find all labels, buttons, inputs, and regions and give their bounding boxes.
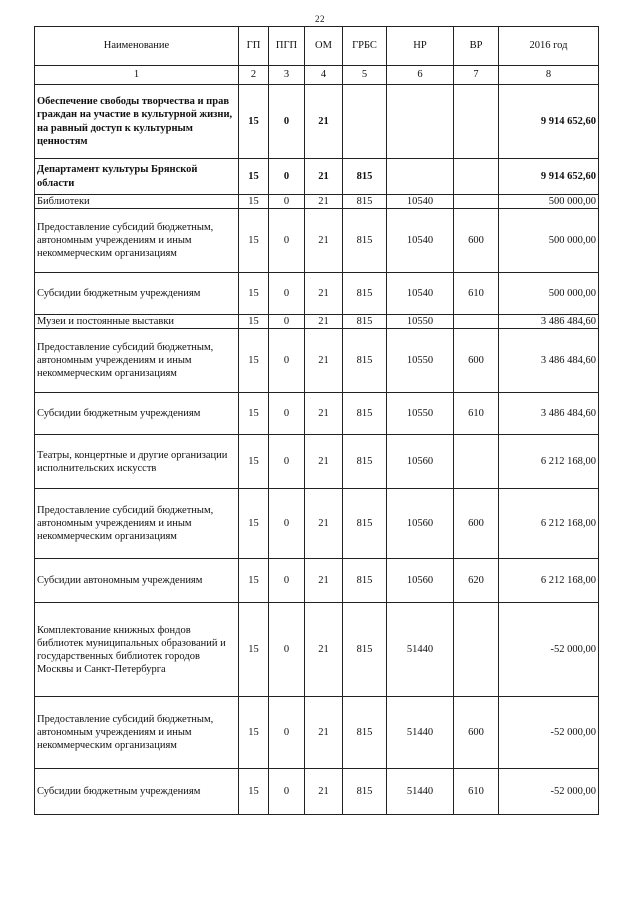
header-gp: ГП	[239, 27, 269, 66]
table-row	[35, 489, 599, 559]
cell-pgp: 0	[269, 209, 305, 273]
table-row	[35, 603, 599, 697]
column-number: 3	[269, 66, 305, 85]
cell-name: Предоставление субсидий бюджетным, автономным учреждениям и иным некоммерческим организациям	[35, 209, 239, 273]
cell-vr	[454, 195, 499, 209]
cell-name: Субсидии бюджетным учреждениям	[35, 769, 239, 815]
cell-name: Предоставление субсидий бюджетным, автономным учреждениям и иным некоммерческим организациям	[35, 697, 239, 769]
cell-vr: 620	[454, 559, 499, 603]
table-row	[35, 559, 599, 603]
cell-pgp: 0	[269, 603, 305, 697]
table-row	[35, 273, 599, 315]
table-row	[35, 697, 599, 769]
cell-pgp: 0	[269, 273, 305, 315]
table-row	[35, 195, 599, 209]
column-number: 8	[499, 66, 599, 85]
cell-vr: 600	[454, 329, 499, 393]
header-om: ОМ	[305, 27, 343, 66]
cell-nr: 51440	[387, 603, 454, 697]
cell-gp: 15	[239, 393, 269, 435]
cell-gp: 15	[239, 769, 269, 815]
cell-gp: 15	[239, 273, 269, 315]
cell-vr: 610	[454, 769, 499, 815]
cell-om: 21	[305, 273, 343, 315]
table-row	[35, 209, 599, 273]
cell-name: Субсидии автономным учреждениям	[35, 559, 239, 603]
cell-gp: 15	[239, 209, 269, 273]
cell-nr: 10540	[387, 273, 454, 315]
cell-gp: 15	[239, 159, 269, 195]
cell-grbs: 815	[343, 393, 387, 435]
cell-vr	[454, 315, 499, 329]
cell-amount: 9 914 652,60	[499, 159, 599, 195]
cell-grbs: 815	[343, 559, 387, 603]
table-row	[35, 85, 599, 159]
cell-amount: 3 486 484,60	[499, 393, 599, 435]
header-pgp: ПГП	[269, 27, 305, 66]
cell-pgp: 0	[269, 329, 305, 393]
cell-amount: 500 000,00	[499, 195, 599, 209]
cell-amount: -52 000,00	[499, 603, 599, 697]
column-number: 6	[387, 66, 454, 85]
cell-amount: 6 212 168,00	[499, 559, 599, 603]
column-number: 1	[35, 66, 239, 85]
cell-vr	[454, 603, 499, 697]
column-number-row	[35, 66, 599, 85]
cell-gp: 15	[239, 315, 269, 329]
cell-pgp: 0	[269, 435, 305, 489]
cell-om: 21	[305, 393, 343, 435]
header-nr: НР	[387, 27, 454, 66]
cell-om: 21	[305, 195, 343, 209]
cell-nr: 10550	[387, 393, 454, 435]
cell-vr: 600	[454, 697, 499, 769]
cell-grbs: 815	[343, 697, 387, 769]
cell-gp: 15	[239, 195, 269, 209]
budget-table	[34, 26, 599, 815]
header-name: Наименование	[35, 27, 239, 66]
cell-grbs: 815	[343, 329, 387, 393]
cell-name: Предоставление субсидий бюджетным, автономным учреждениям и иным некоммерческим организациям	[35, 329, 239, 393]
cell-grbs: 815	[343, 159, 387, 195]
cell-nr: 51440	[387, 697, 454, 769]
cell-grbs: 815	[343, 769, 387, 815]
cell-vr	[454, 159, 499, 195]
cell-gp: 15	[239, 489, 269, 559]
cell-nr: 10550	[387, 329, 454, 393]
cell-gp: 15	[239, 329, 269, 393]
cell-grbs: 815	[343, 435, 387, 489]
cell-pgp: 0	[269, 159, 305, 195]
page-number: 22	[315, 14, 325, 24]
cell-name: Департамент культуры Брянской области	[35, 159, 239, 195]
cell-gp: 15	[239, 85, 269, 159]
cell-pgp: 0	[269, 315, 305, 329]
cell-name: Комплектование книжных фондов библиотек муниципальных образований и государственных библиотек городов Москвы и Санкт-Петербурга	[35, 603, 239, 697]
header-row	[35, 27, 599, 66]
cell-vr: 610	[454, 273, 499, 315]
cell-amount: 3 486 484,60	[499, 315, 599, 329]
cell-grbs: 815	[343, 209, 387, 273]
cell-amount: -52 000,00	[499, 769, 599, 815]
cell-om: 21	[305, 435, 343, 489]
cell-pgp: 0	[269, 195, 305, 209]
cell-grbs: 815	[343, 489, 387, 559]
cell-om: 21	[305, 697, 343, 769]
cell-gp: 15	[239, 435, 269, 489]
cell-gp: 15	[239, 697, 269, 769]
column-number: 7	[454, 66, 499, 85]
cell-om: 21	[305, 315, 343, 329]
column-number: 5	[343, 66, 387, 85]
cell-amount: 500 000,00	[499, 209, 599, 273]
table-row	[35, 435, 599, 489]
table-row	[35, 329, 599, 393]
cell-om: 21	[305, 329, 343, 393]
cell-pgp: 0	[269, 697, 305, 769]
cell-name: Субсидии бюджетным учреждениям	[35, 273, 239, 315]
cell-nr	[387, 85, 454, 159]
cell-amount: 6 212 168,00	[499, 489, 599, 559]
cell-pgp: 0	[269, 393, 305, 435]
cell-nr: 10550	[387, 315, 454, 329]
cell-nr: 51440	[387, 769, 454, 815]
header-grbs: ГРБС	[343, 27, 387, 66]
cell-nr: 10560	[387, 559, 454, 603]
cell-vr	[454, 435, 499, 489]
column-number: 4	[305, 66, 343, 85]
cell-amount: 3 486 484,60	[499, 329, 599, 393]
cell-grbs: 815	[343, 603, 387, 697]
table-row	[35, 159, 599, 195]
cell-pgp: 0	[269, 559, 305, 603]
cell-grbs: 815	[343, 273, 387, 315]
cell-name: Предоставление субсидий бюджетным, автономным учреждениям и иным некоммерческим организациям	[35, 489, 239, 559]
cell-gp: 15	[239, 559, 269, 603]
cell-grbs: 815	[343, 315, 387, 329]
cell-vr: 600	[454, 209, 499, 273]
table-row	[35, 315, 599, 329]
table-row	[35, 769, 599, 815]
cell-nr: 10560	[387, 489, 454, 559]
cell-om: 21	[305, 769, 343, 815]
table-row	[35, 393, 599, 435]
cell-pgp: 0	[269, 489, 305, 559]
cell-grbs: 815	[343, 195, 387, 209]
cell-vr	[454, 85, 499, 159]
cell-om: 21	[305, 85, 343, 159]
cell-name: Библиотеки	[35, 195, 239, 209]
table-body	[35, 85, 599, 815]
cell-name: Театры, концертные и другие организации исполнительских искусств	[35, 435, 239, 489]
cell-amount: -52 000,00	[499, 697, 599, 769]
column-number: 2	[239, 66, 269, 85]
cell-grbs	[343, 85, 387, 159]
header-vr: ВР	[454, 27, 499, 66]
cell-amount: 6 212 168,00	[499, 435, 599, 489]
header-year: 2016 год	[499, 27, 599, 66]
cell-vr: 610	[454, 393, 499, 435]
cell-om: 21	[305, 559, 343, 603]
cell-nr: 10560	[387, 435, 454, 489]
cell-pgp: 0	[269, 85, 305, 159]
cell-om: 21	[305, 159, 343, 195]
cell-nr	[387, 159, 454, 195]
cell-name: Обеспечение свободы творчества и прав граждан на участие в культурной жизни, на равный доступ к культурным ценностям	[35, 85, 239, 159]
cell-om: 21	[305, 209, 343, 273]
cell-gp: 15	[239, 603, 269, 697]
cell-pgp: 0	[269, 769, 305, 815]
cell-nr: 10540	[387, 195, 454, 209]
cell-amount: 500 000,00	[499, 273, 599, 315]
cell-om: 21	[305, 603, 343, 697]
cell-name: Субсидии бюджетным учреждениям	[35, 393, 239, 435]
cell-vr: 600	[454, 489, 499, 559]
cell-om: 21	[305, 489, 343, 559]
cell-name: Музеи и постоянные выставки	[35, 315, 239, 329]
cell-nr: 10540	[387, 209, 454, 273]
cell-amount: 9 914 652,60	[499, 85, 599, 159]
